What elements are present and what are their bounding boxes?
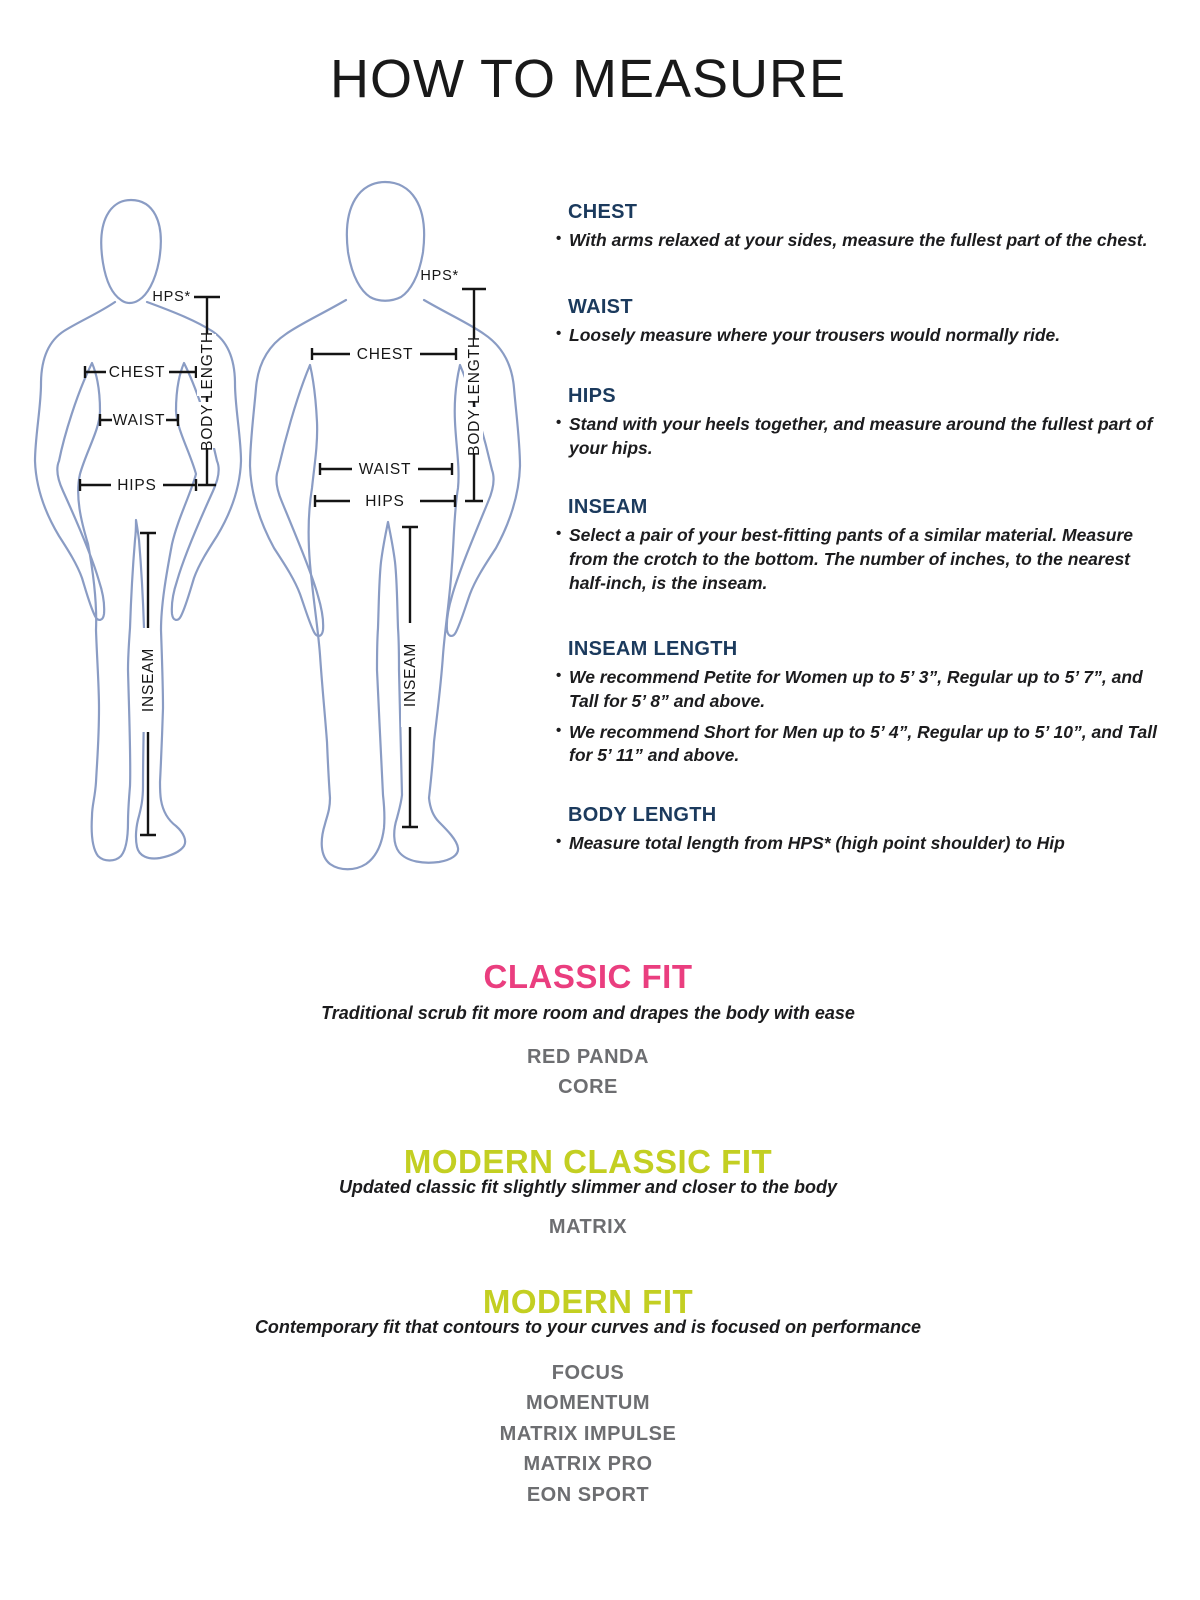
classic-fit-title: CLASSIC FIT xyxy=(483,958,693,995)
classic-fit-description: Traditional scrub fit more room and drapes the body with ease xyxy=(321,1003,855,1023)
modern-fit-line: MATRIX PRO xyxy=(523,1453,653,1475)
female-hips-label: HIPS xyxy=(117,477,157,494)
bullet: • We recommend Petite for Women up to 5’ 3”, Regular up to 5’ 7”, and Tall for 5’ 8” and above. xyxy=(556,666,1168,714)
modern-fit-line: FOCUS xyxy=(551,1362,625,1384)
bullet: • Stand with your heels together, and measure around the fullest part of your hips. xyxy=(556,413,1168,461)
male-chest-label: CHEST xyxy=(356,346,414,363)
male-hips-label: HIPS xyxy=(365,493,405,510)
figure-female xyxy=(35,200,241,861)
modern-classic-fit-line: MATRIX xyxy=(548,1216,628,1238)
section-hips xyxy=(556,385,1168,468)
classic-fit-line: RED PANDA xyxy=(527,1046,649,1068)
section-waist xyxy=(556,296,1168,355)
figure-male xyxy=(250,182,520,869)
section-body-length xyxy=(556,804,1168,863)
section-inseam-bullets xyxy=(556,524,1168,595)
modern-fit-line: MOMENTUM xyxy=(526,1392,650,1414)
bullet: • We recommend Short for Men up to 5’ 4”, Regular up to 5’ 10”, and Tall for 5’ 11” and above. xyxy=(556,721,1168,769)
modern-fit-line: MATRIX IMPULSE xyxy=(499,1423,677,1445)
section-chest-heading: CHEST xyxy=(568,201,638,223)
measurement-figures-diagram xyxy=(0,150,560,950)
section-chest xyxy=(556,201,1168,260)
section-body-length-bullets xyxy=(556,832,1168,856)
modern-fit-title: MODERN FIT xyxy=(482,1283,694,1320)
section-inseam-length-bullets xyxy=(556,666,1168,768)
female-body-length-label: BODY LENGTH xyxy=(199,331,216,451)
section-inseam-length xyxy=(556,638,1168,775)
section-hips-bullets xyxy=(556,413,1168,461)
bullet: • With arms relaxed at your sides, measure the fullest part of the chest. xyxy=(556,229,1168,253)
male-waist-label: WAIST xyxy=(358,461,412,478)
section-inseam xyxy=(556,496,1168,602)
modern-fit-line: EON SPORT xyxy=(526,1484,650,1506)
bullet: • Measure total length from HPS* (high point shoulder) to Hip xyxy=(556,832,1168,856)
modern-classic-fit-description: Updated classic fit slightly slimmer and closer to the body xyxy=(338,1177,838,1197)
section-waist-bullets xyxy=(556,324,1168,348)
modern-fit-description: Contemporary fit that contours to your curves and is focused on performance xyxy=(254,1317,922,1337)
section-waist-heading: WAIST xyxy=(568,296,633,318)
classic-fit-line: CORE xyxy=(558,1076,618,1098)
female-hps-label: HPS* xyxy=(152,289,191,305)
female-waist-label: WAIST xyxy=(112,412,166,429)
female-inseam-label: INSEAM xyxy=(140,647,157,713)
male-inseam-label: INSEAM xyxy=(402,642,419,708)
section-body-length-heading: BODY LENGTH xyxy=(568,804,717,826)
male-measurement-labels xyxy=(357,268,483,727)
section-inseam-length-heading: INSEAM LENGTH xyxy=(568,638,738,660)
bullet: • Loosely measure where your trousers would normally ride. xyxy=(556,324,1168,348)
male-hps-label: HPS* xyxy=(420,268,459,284)
modern-classic-fit-title: MODERN CLASSIC FIT xyxy=(403,1143,773,1180)
section-inseam-heading: INSEAM xyxy=(568,496,648,518)
bullet: • Select a pair of your best-fitting pants of a similar material. Measure from the crotch to the bottom. The number of inches, to the nearest half-inch, is the inseam. xyxy=(556,524,1168,595)
male-head-outline xyxy=(347,182,424,301)
female-chest-label: CHEST xyxy=(108,364,166,381)
section-hips-heading: HIPS xyxy=(568,385,616,407)
section-chest-bullets xyxy=(556,229,1168,253)
female-head-outline xyxy=(101,200,161,303)
page-title: HOW TO MEASURE xyxy=(329,49,847,109)
male-body-length-label: BODY LENGTH xyxy=(466,336,483,456)
